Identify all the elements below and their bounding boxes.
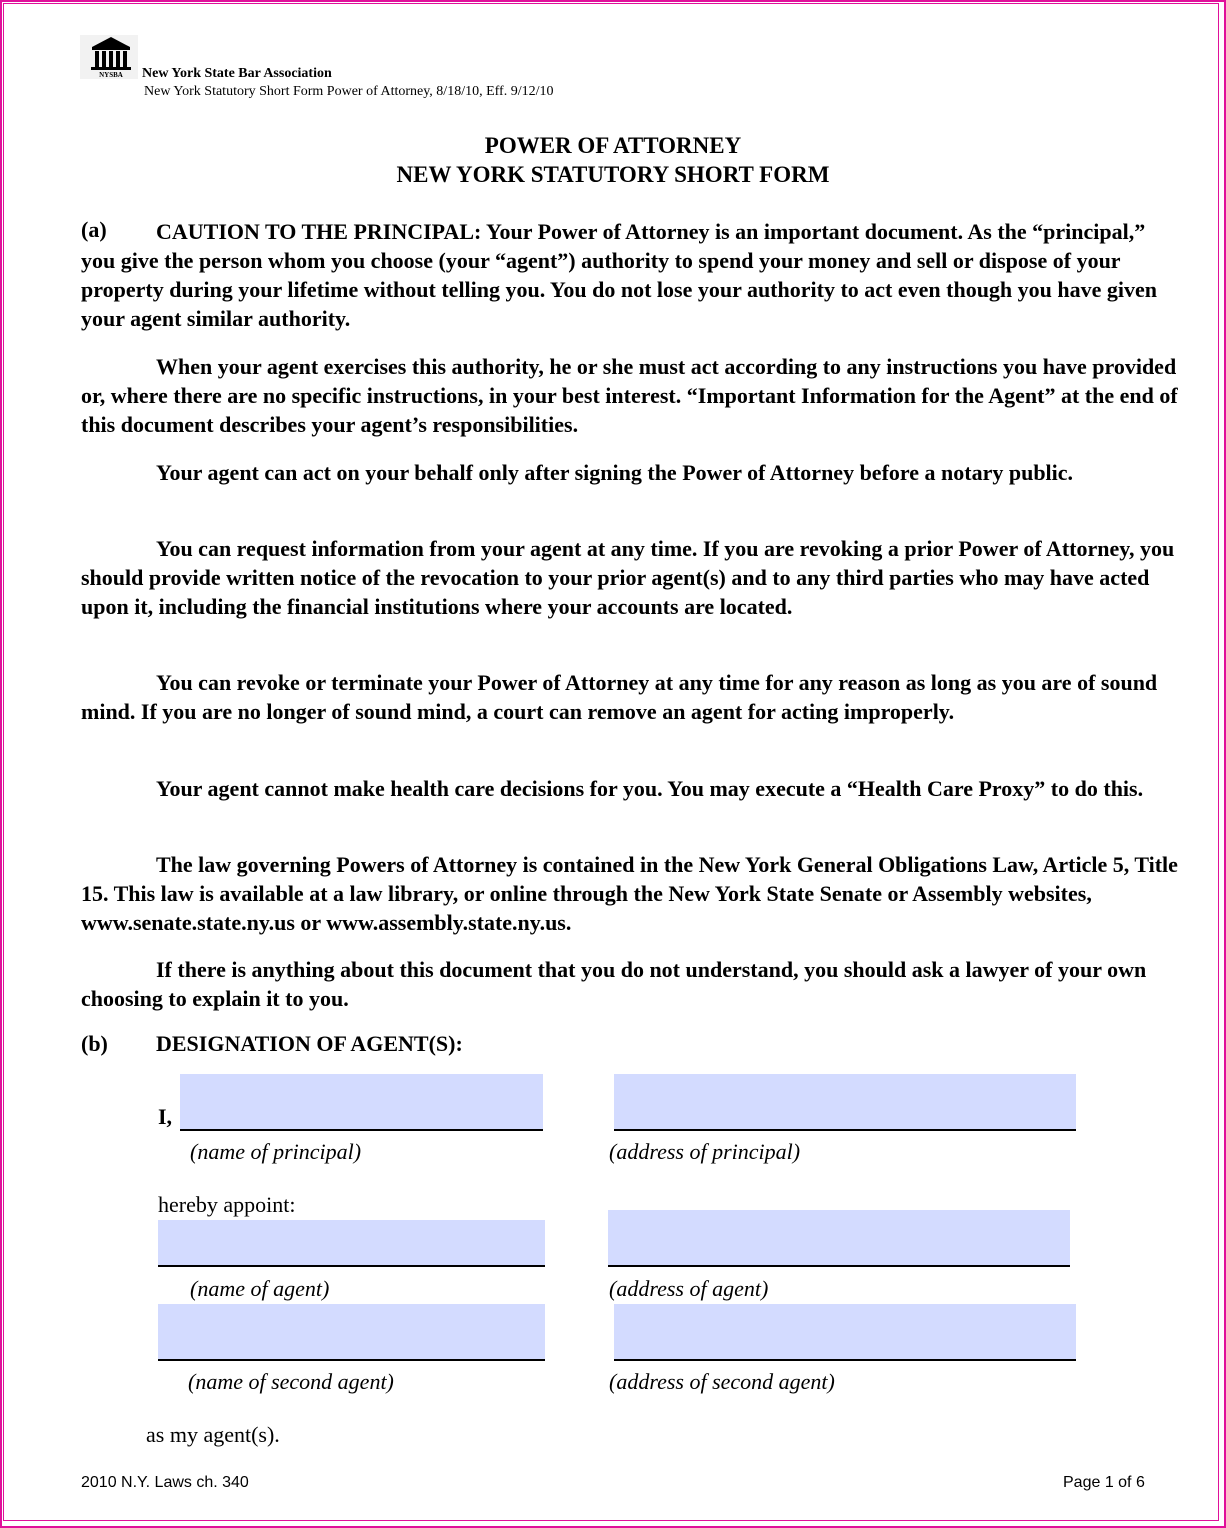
paragraph-lawyer: If there is anything about this document that you do not understand, you should ask a lawyer of your own choosing to explain it to you.: [81, 957, 1147, 1011]
form-identifier: New York Statutory Short Form Power of Attorney, 8/18/10, Eff. 9/12/10: [144, 84, 554, 99]
principal-name-field[interactable]: [180, 1074, 543, 1131]
paragraph-request-information: You can request information from your agent at any time. If you are revoking a prior Power of Attorney, you should provide written notice of the revocation to your prior agent(s) and to any third parties who may have acted upon it, including the financial institutions where your accounts are located.: [81, 536, 1175, 619]
appoint-text: hereby appoint:: [158, 1192, 296, 1217]
footer-citation: 2010 N.Y. Laws ch. 340: [81, 1474, 249, 1491]
paragraph-agent-authority: When your agent exercises this authority, he or she must act according to any instructions you have provided or, where there are no specific instructions, in your best interest. “Important Information for the Agent” at the end of this document describes your agent’s responsibilities.: [81, 354, 1178, 437]
closing-text: as my agent(s).: [146, 1422, 280, 1447]
section-a-label: (a): [81, 217, 107, 242]
section-b-label: (b): [81, 1031, 108, 1056]
caution-paragraph: CAUTION TO THE PRINCIPAL: Your Power of Attorney is an important document. As the “principal,” you give the person whom you choose (your “agent”) authority to spend your money and sell or dispose of your property during your lifetime without telling you. You do not lose your authority to act even though you have given your agent similar authority.: [81, 219, 1158, 331]
second-agent-name-caption: (name of second agent): [188, 1369, 394, 1394]
organization-name: New York State Bar Association: [142, 66, 332, 81]
agent-address-field[interactable]: [608, 1210, 1070, 1267]
second-agent-address-caption: (address of second agent): [609, 1369, 835, 1394]
designation-heading: DESIGNATION OF AGENT(S):: [156, 1031, 463, 1056]
agent-address-caption: (address of agent): [609, 1276, 769, 1301]
paragraph-health-care: Your agent cannot make health care decisions for you. You may execute a “Health Care Proxy” to do this.: [156, 776, 1144, 801]
principal-name-caption: (name of principal): [190, 1139, 362, 1164]
document-subtitle: NEW YORK STATUTORY SHORT FORM: [396, 162, 830, 187]
paragraph-revoke: You can revoke or terminate your Power of Attorney at any time for any reason as long as you are of sound mind. If you are no longer of sound mind, a court can remove an agent for acting improperly.: [81, 670, 1158, 724]
agent-name-caption: (name of agent): [190, 1276, 330, 1301]
principal-address-caption: (address of principal): [609, 1139, 801, 1164]
principal-address-field[interactable]: [614, 1074, 1076, 1131]
paragraph-law: The law governing Powers of Attorney is contained in the New York General Obligations Law, Article 5, Title 15. This law is available at a law library, or online through the New York State Senate or Assembly websites, www.senate.state.ny.us or www.assembly.state.ny.us.: [81, 852, 1178, 935]
document-title: POWER OF ATTORNEY: [484, 133, 742, 158]
page-number: Page 1 of 6: [1063, 1474, 1145, 1491]
i-label: I,: [158, 1104, 173, 1129]
paragraph-notary: Your agent can act on your behalf only after signing the Power of Attorney before a notary public.: [156, 460, 1074, 485]
agent-name-field[interactable]: [158, 1220, 545, 1267]
second-agent-name-field[interactable]: [158, 1304, 545, 1361]
svg-text:NYSBA: NYSBA: [99, 71, 123, 79]
second-agent-address-field[interactable]: [614, 1304, 1076, 1361]
nysba-logo: [80, 35, 138, 79]
